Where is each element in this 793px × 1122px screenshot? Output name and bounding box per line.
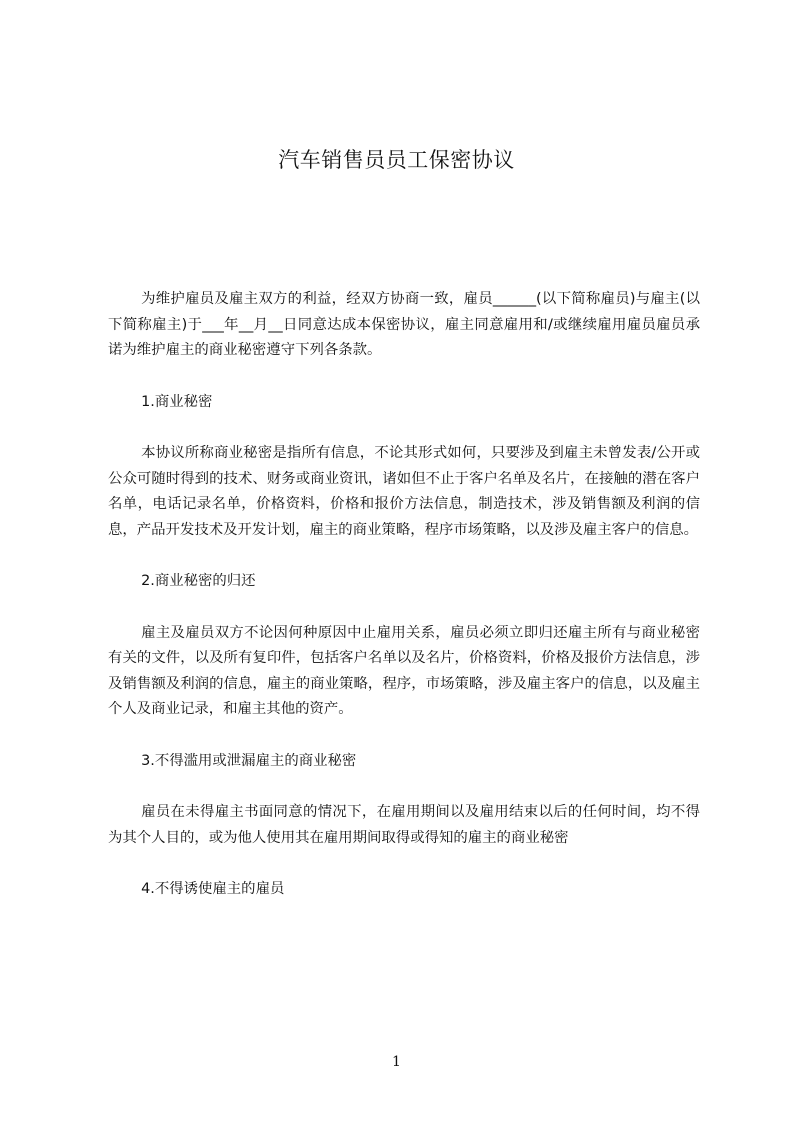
section-1-text: 本协议所称商业秘密是指所有信息，不论其形式如何，只要涉及到雇主未曾发表/公开或公众可随时得到的技术、财务或商业资讯，诸如但不止于客户名单及名片，在接触的潜在客户名单，电话记录名单，价格资料，价格和报价方法信息，制造技术，涉及销售额及利润的信息，产品开发技术及开发计划，雇主的商业策略，程序市场策略，以及涉及雇主客户的信息。 <box>108 445 700 538</box>
section-3-heading: 3.不得滥用或泄漏雇主的商业秘密 <box>141 752 357 769</box>
document-title: 汽车销售员员工保密协议 <box>278 148 515 172</box>
intro-paragraph: 为维护雇员及雇主双方的利益，经双方协商一致，雇员______(以下简称雇员)与雇主(以下简称雇主)于___年__月__日同意达成本保密协议，雇主同意雇用和/或继续雇用雇员雇员承诺为维护雇主的商业秘密遵守下列各条款。 <box>108 291 700 358</box>
page-number: 1 <box>392 1054 401 1070</box>
section-2-text: 雇主及雇员双方不论因何种原因中止雇用关系，雇员必须立即归还雇主所有与商业秘密有关的文件，以及所有复印件，包括客户名单以及名片，价格资料，价格及报价方法信息，涉及销售额及利润的信息，雇主的商业策略，程序，市场策略，涉及雇主客户的信息，以及雇主个人及商业记录，和雇主其他的资产。 <box>108 624 700 717</box>
section-4-heading: 4.不得诱使雇主的雇员 <box>141 881 285 897</box>
section-1-heading: 1.商业秘密 <box>141 393 213 410</box>
section-3-text: 雇员在未得雇主书面同意的情况下，在雇用期间以及雇用结束以后的任何时间，均不得为其个人目的，或为他人使用其在雇用期间取得或得知的雇主的商业秘密 <box>108 804 700 846</box>
document-body <box>108 287 700 903</box>
section-2-heading: 2.商业秘密的归还 <box>141 573 256 589</box>
